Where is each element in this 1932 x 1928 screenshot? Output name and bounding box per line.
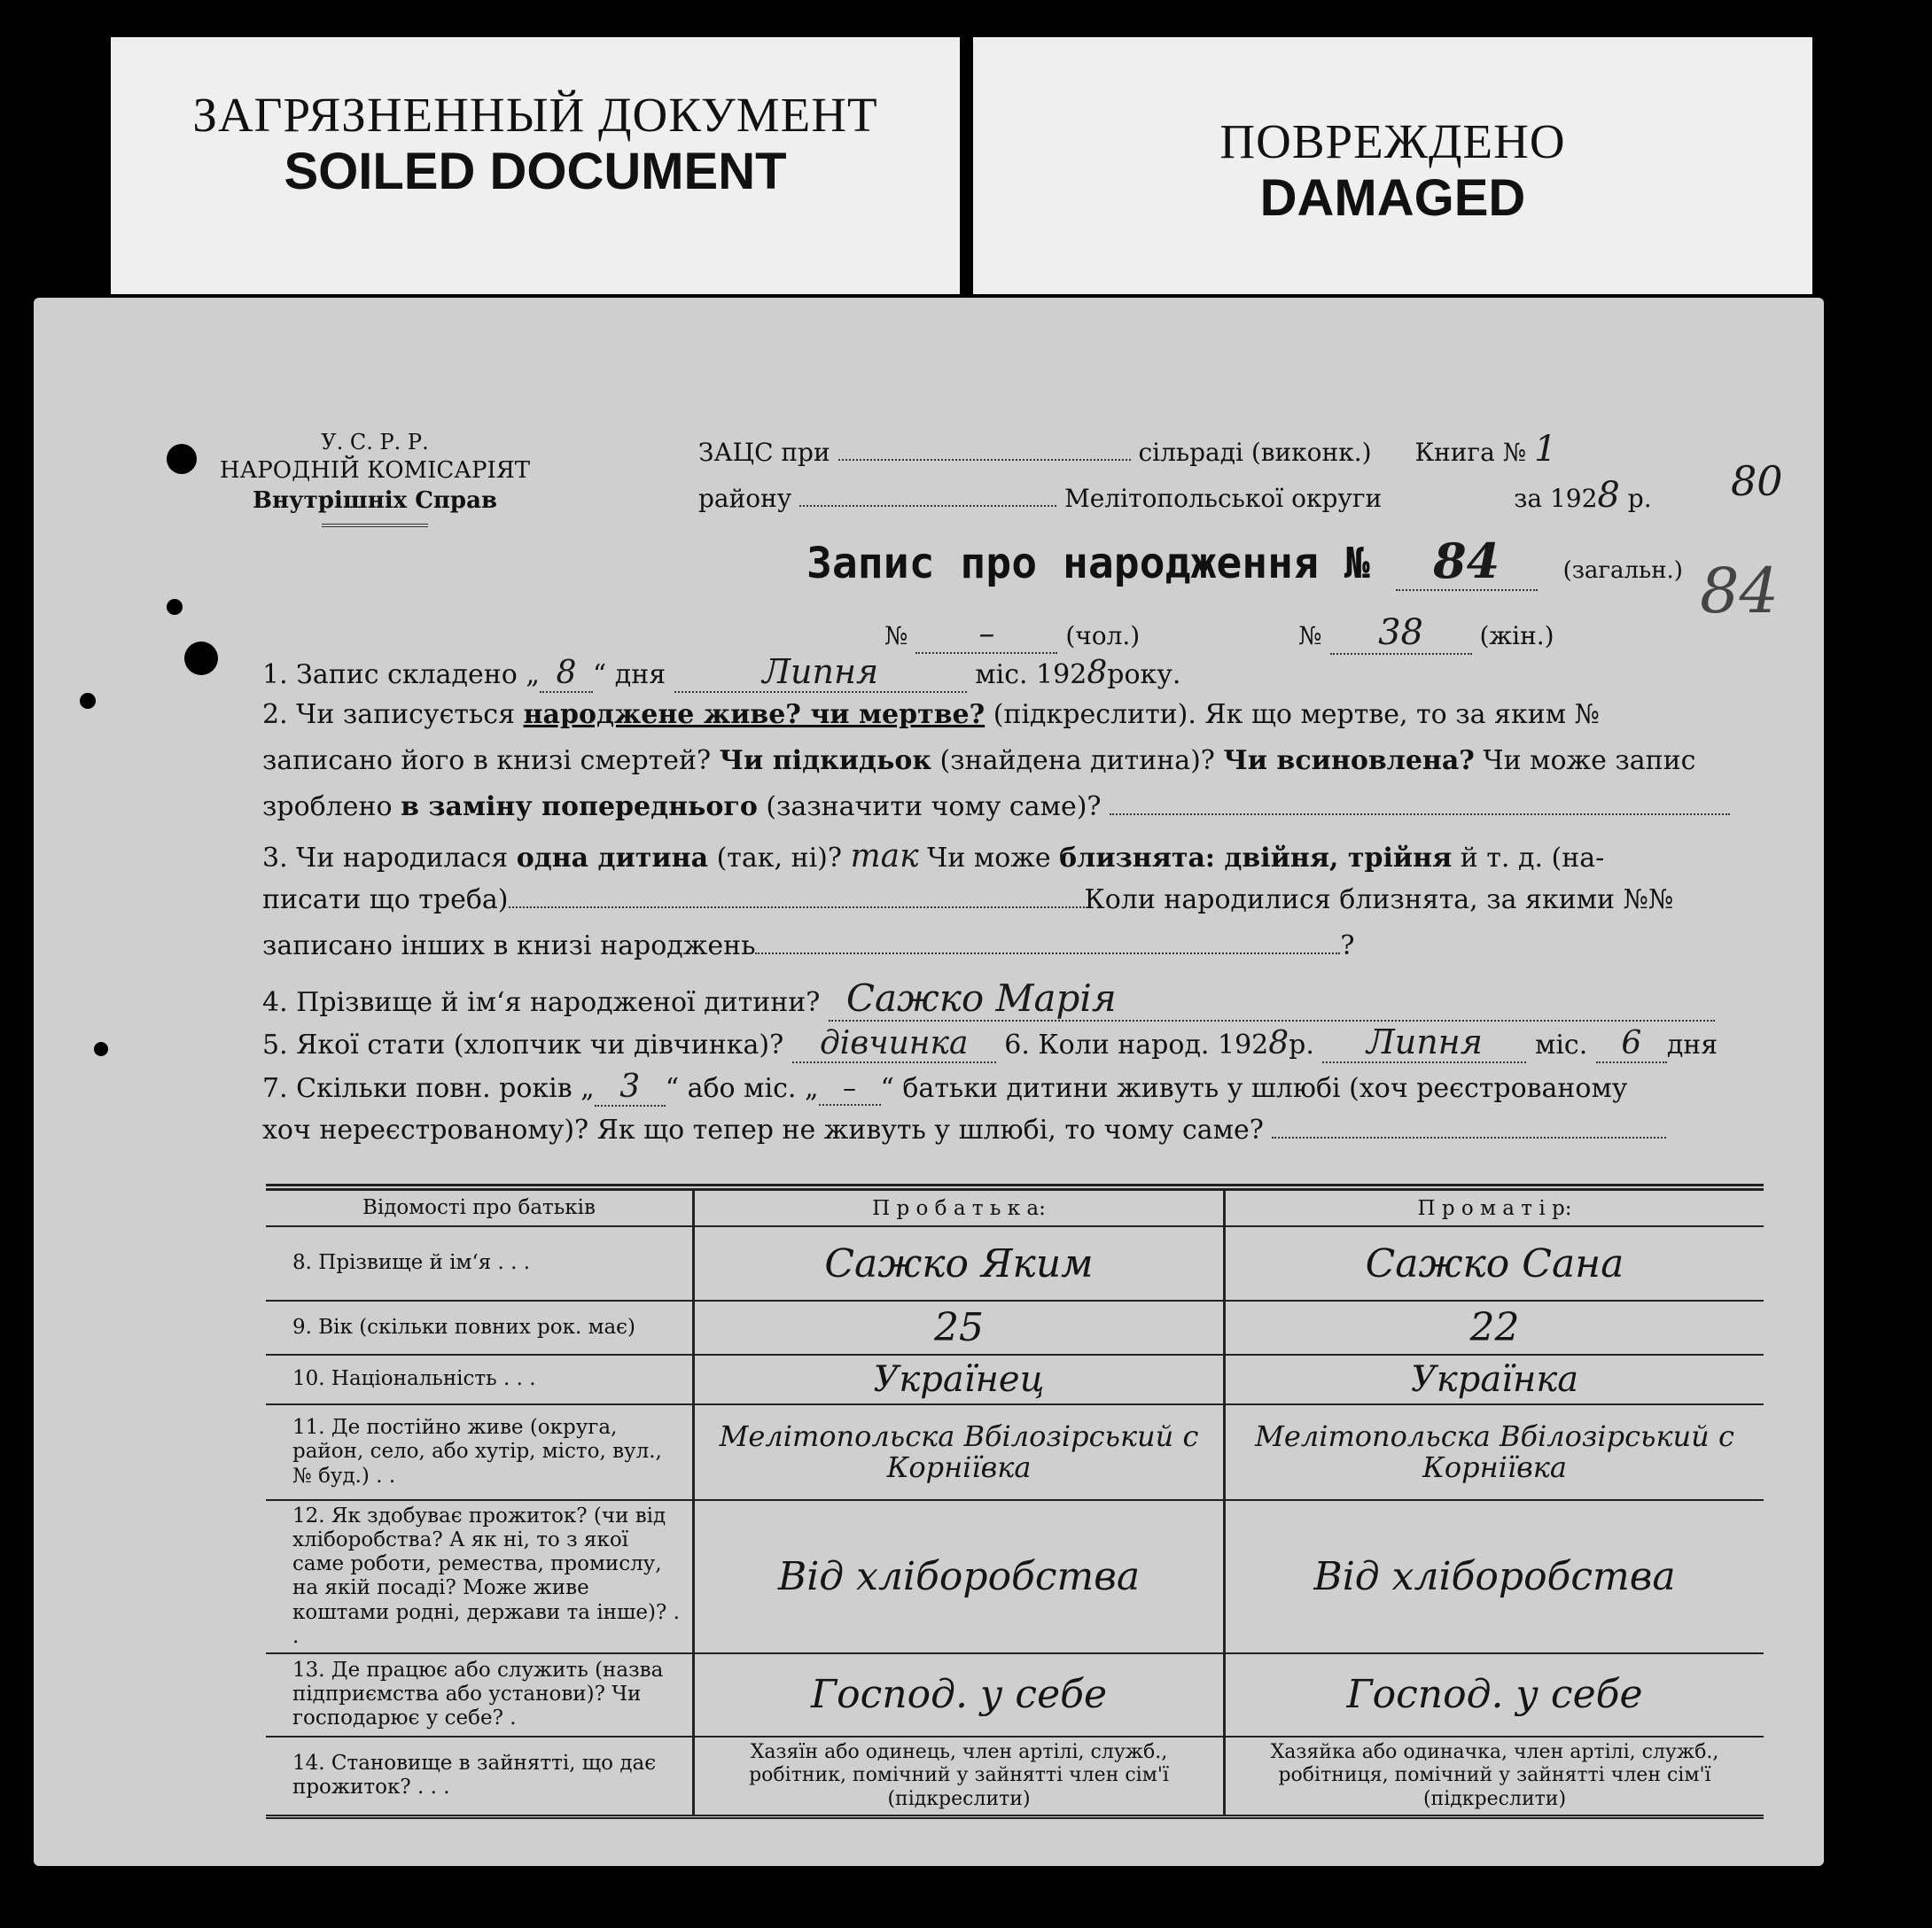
- q3-blank: [755, 952, 1340, 954]
- row-label: 8. Прізвище й ім‘я . . .: [292, 1251, 531, 1275]
- q3-text: (так, ні)?: [708, 843, 842, 874]
- q6-label: 6. Коли народ. 192: [1004, 1030, 1269, 1061]
- mother-nationality: Українка: [1225, 1355, 1765, 1404]
- question-2-line-1: [262, 699, 1765, 730]
- punch-hole: [167, 599, 183, 615]
- q2-bold: в заміну попереднього: [401, 791, 758, 822]
- zags-blank: [838, 459, 1131, 461]
- year-digit: 8: [1597, 475, 1620, 516]
- col-header-mother: П р о м а т і р:: [1225, 1187, 1765, 1226]
- question-1: [262, 652, 1765, 693]
- q4-label: 4. Прізвище й ім‘я народженої дитини?: [262, 987, 821, 1018]
- q1-label: 1. Запис складено „: [262, 659, 540, 690]
- soiled-label-ru: ЗАГРЯЗНЕННЫЙ ДОКУМЕНТ: [192, 88, 878, 142]
- punch-hole: [184, 641, 218, 675]
- q7-months: –: [819, 1073, 881, 1106]
- district-label: району: [698, 484, 792, 513]
- father-age: 25: [694, 1301, 1225, 1355]
- q3-bold: близнята: двійня, трійня: [1059, 843, 1453, 874]
- zags-line: [698, 429, 1557, 470]
- q6-mis: міс.: [1535, 1030, 1588, 1061]
- record-number: 84: [1396, 533, 1538, 591]
- q3-blank: [509, 906, 1085, 908]
- table-row: [266, 1404, 1764, 1500]
- q2-text: (знайдена дитина)?: [931, 745, 1224, 776]
- margin-note-80: 80: [1731, 457, 1783, 505]
- q2-text: записано його в книзі смертей?: [262, 745, 720, 776]
- q7-text: “ або міс. „: [665, 1073, 819, 1104]
- table-row: [266, 1737, 1764, 1817]
- book-number: 1: [1534, 429, 1557, 470]
- father-workplace: Господ. у себе: [694, 1653, 1225, 1737]
- q7-text: “ батьки дитини живуть у шлюбі (хоч реєстрованому: [880, 1073, 1628, 1104]
- q3-text: записано інших в книзі народжень: [262, 930, 756, 961]
- male-number: –: [915, 616, 1057, 654]
- q1-end: року.: [1107, 659, 1181, 690]
- q1-mis: міс. 192: [975, 659, 1087, 690]
- year-for-label: за 192: [1514, 484, 1598, 513]
- damaged-label-ru: ПОВРЕЖДЕНО: [1219, 114, 1566, 168]
- father-employment-status: Хазяїн або одинець, член артілі, служб., робітник, помічний у зайнятті член сім'ї (підкреслити): [694, 1737, 1225, 1817]
- father-name: Сажко Яким: [694, 1226, 1225, 1301]
- table-row: [266, 1226, 1764, 1301]
- margin-note-84: 84: [1700, 555, 1780, 627]
- punch-hole: [167, 444, 197, 474]
- commissariat-label: НАРОДНІЙ КОМІСАРІЯТ: [219, 457, 531, 485]
- q2-bold: Чи всиновлена?: [1223, 745, 1475, 776]
- q2-bold: народжене живе? чи мертве?: [523, 699, 985, 730]
- q6-day: 6: [1596, 1025, 1667, 1063]
- table-row: [266, 1653, 1764, 1737]
- q6-month: Липня: [1322, 1022, 1526, 1063]
- mother-workplace: Господ. у себе: [1225, 1653, 1765, 1737]
- row-label: 10. Національність . . .: [292, 1367, 536, 1391]
- female-no-label: №: [1298, 621, 1322, 650]
- mother-employment-status: Хазяйка або одиначка, член артілі, служб., робітниця, помічний у зайнятті член сім'ї (підкреслити): [1225, 1737, 1765, 1817]
- question-7-line-2: [262, 1115, 1765, 1146]
- q7-text: 7. Скільки повн. років „: [262, 1073, 595, 1104]
- question-3-line-3: [262, 930, 1765, 961]
- father-income-source: Від хліборобства: [694, 1500, 1225, 1653]
- general-label: (загальн.): [1562, 557, 1683, 584]
- q6-dnia: дня: [1666, 1030, 1718, 1061]
- q2-text: (підкреслити). Як що мертве, то за яким №: [985, 699, 1600, 730]
- q2-text: Чи може запис: [1474, 745, 1696, 776]
- issuer-block: [215, 429, 534, 527]
- question-2-line-2: [262, 745, 1765, 776]
- table-header-row: [266, 1187, 1764, 1226]
- parents-table: [266, 1184, 1764, 1819]
- female-number: 38: [1330, 612, 1472, 655]
- q7-text: хоч нереєстрованому)? Як що тепер не живуть у шлюбі, то чому саме?: [262, 1115, 1264, 1146]
- q5-label: 5. Якої стати (хлопчик чи дівчинка)?: [262, 1030, 784, 1061]
- child-sex: дівчинка: [792, 1025, 996, 1063]
- male-no-label: №: [884, 621, 908, 650]
- row-label: 14. Становище в зайнятті, що дає прожиток? . . .: [292, 1752, 657, 1800]
- year-r: р.: [1627, 484, 1652, 513]
- table-row: [266, 1301, 1764, 1355]
- q1-mid: “ дня: [592, 659, 666, 690]
- female-label: (жін.): [1479, 621, 1554, 650]
- q2-text: 2. Чи записується: [262, 699, 524, 730]
- district-blank: [799, 505, 1056, 507]
- q3-bold: одна дитина: [516, 843, 709, 874]
- q6-year: 8: [1268, 1025, 1289, 1061]
- table-row: [266, 1500, 1764, 1653]
- father-residence: Мелітопольска Вбілозірський с Корніївка: [694, 1404, 1225, 1500]
- q1-month: Липня: [674, 652, 967, 693]
- question-7-line-1: [262, 1069, 1765, 1107]
- q2-bold: Чи підкидьок: [719, 745, 932, 776]
- zags-label: ЗАЦС при: [698, 438, 830, 467]
- mother-income-source: Від хліборобства: [1225, 1500, 1765, 1653]
- damaged-label-en: DAMAGED: [1259, 169, 1526, 228]
- row-label: 12. Як здобуває прожиток? (чи від хліборобства? А як ні, то з якої саме роботи, ремества, промислу, на якій посаді? Може живе коштами родні, держави та інше)? . .: [292, 1504, 680, 1648]
- col-header-father: П р о б а т ь к а:: [694, 1187, 1225, 1226]
- okrug-label: Мелітопольської округи: [1064, 484, 1383, 513]
- title-text: Запис про народження №: [806, 539, 1370, 588]
- damaged-document-label: [973, 37, 1812, 294]
- divider: [322, 524, 428, 527]
- birth-record-sheet: [34, 298, 1824, 1866]
- row-label: 9. Вік (скільки повних рок. має): [292, 1315, 636, 1339]
- question-5-6: [262, 1022, 1765, 1063]
- dept-label: Внутрішніх Справ: [252, 486, 498, 514]
- child-name: Сажко Марія: [829, 976, 1715, 1022]
- question-4: [262, 976, 1765, 1022]
- mother-residence: Мелітопольска Вбілозірський с Корніївка: [1225, 1404, 1765, 1500]
- q3-text: Чи може: [918, 843, 1060, 874]
- question-2-line-3: [262, 791, 1765, 822]
- q6-r: р.: [1289, 1030, 1314, 1061]
- q3-text: ?: [1340, 930, 1355, 961]
- q1-day: 8: [540, 655, 593, 693]
- q3-text: 3. Чи народилася: [262, 843, 517, 874]
- question-3-line-1: [262, 838, 1765, 875]
- row-label: 13. Де працює або служить (назва підприємства або установи)? Чи господарює у себе? .: [292, 1659, 664, 1730]
- soiled-label-en: SOILED DOCUMENT: [284, 143, 787, 201]
- col-header-info: Відомості про батьків: [362, 1195, 596, 1219]
- district-line: [698, 475, 1652, 516]
- q3-text: й т. д. (на-: [1452, 843, 1605, 874]
- q3-text: писати що треба): [262, 884, 509, 915]
- q2-text: (зазначити чому саме)?: [757, 791, 1102, 822]
- q1-year: 8: [1087, 655, 1108, 691]
- book-label: Книга №: [1414, 438, 1527, 467]
- village-label: сільраді (виконк.): [1138, 438, 1372, 467]
- mother-age: 22: [1225, 1301, 1765, 1355]
- subnumber-line: [884, 612, 1554, 655]
- q2-blank: [1110, 813, 1730, 815]
- q7-blank: [1272, 1137, 1666, 1139]
- q3-answer: так: [850, 838, 919, 875]
- punch-hole: [80, 693, 96, 709]
- mother-name: Сажко Сана: [1225, 1226, 1765, 1301]
- ussr-label: У. С. Р. Р.: [321, 430, 429, 455]
- q7-years: 3: [595, 1069, 666, 1107]
- record-title: [806, 533, 1683, 591]
- punch-hole: [94, 1042, 108, 1056]
- row-label: 11. Де постійно живе (округа, район, село, або хутір, місто, вул., № буд.) . .: [292, 1416, 662, 1488]
- soiled-document-label: [111, 37, 960, 294]
- q3-text: Коли народилися близнята, за якими №№: [1084, 884, 1674, 915]
- table-row: [266, 1355, 1764, 1404]
- father-nationality: Українец: [694, 1355, 1225, 1404]
- question-3-line-2: [262, 884, 1765, 915]
- q2-text: зроблено: [262, 791, 401, 822]
- male-label: (чол.): [1065, 621, 1141, 650]
